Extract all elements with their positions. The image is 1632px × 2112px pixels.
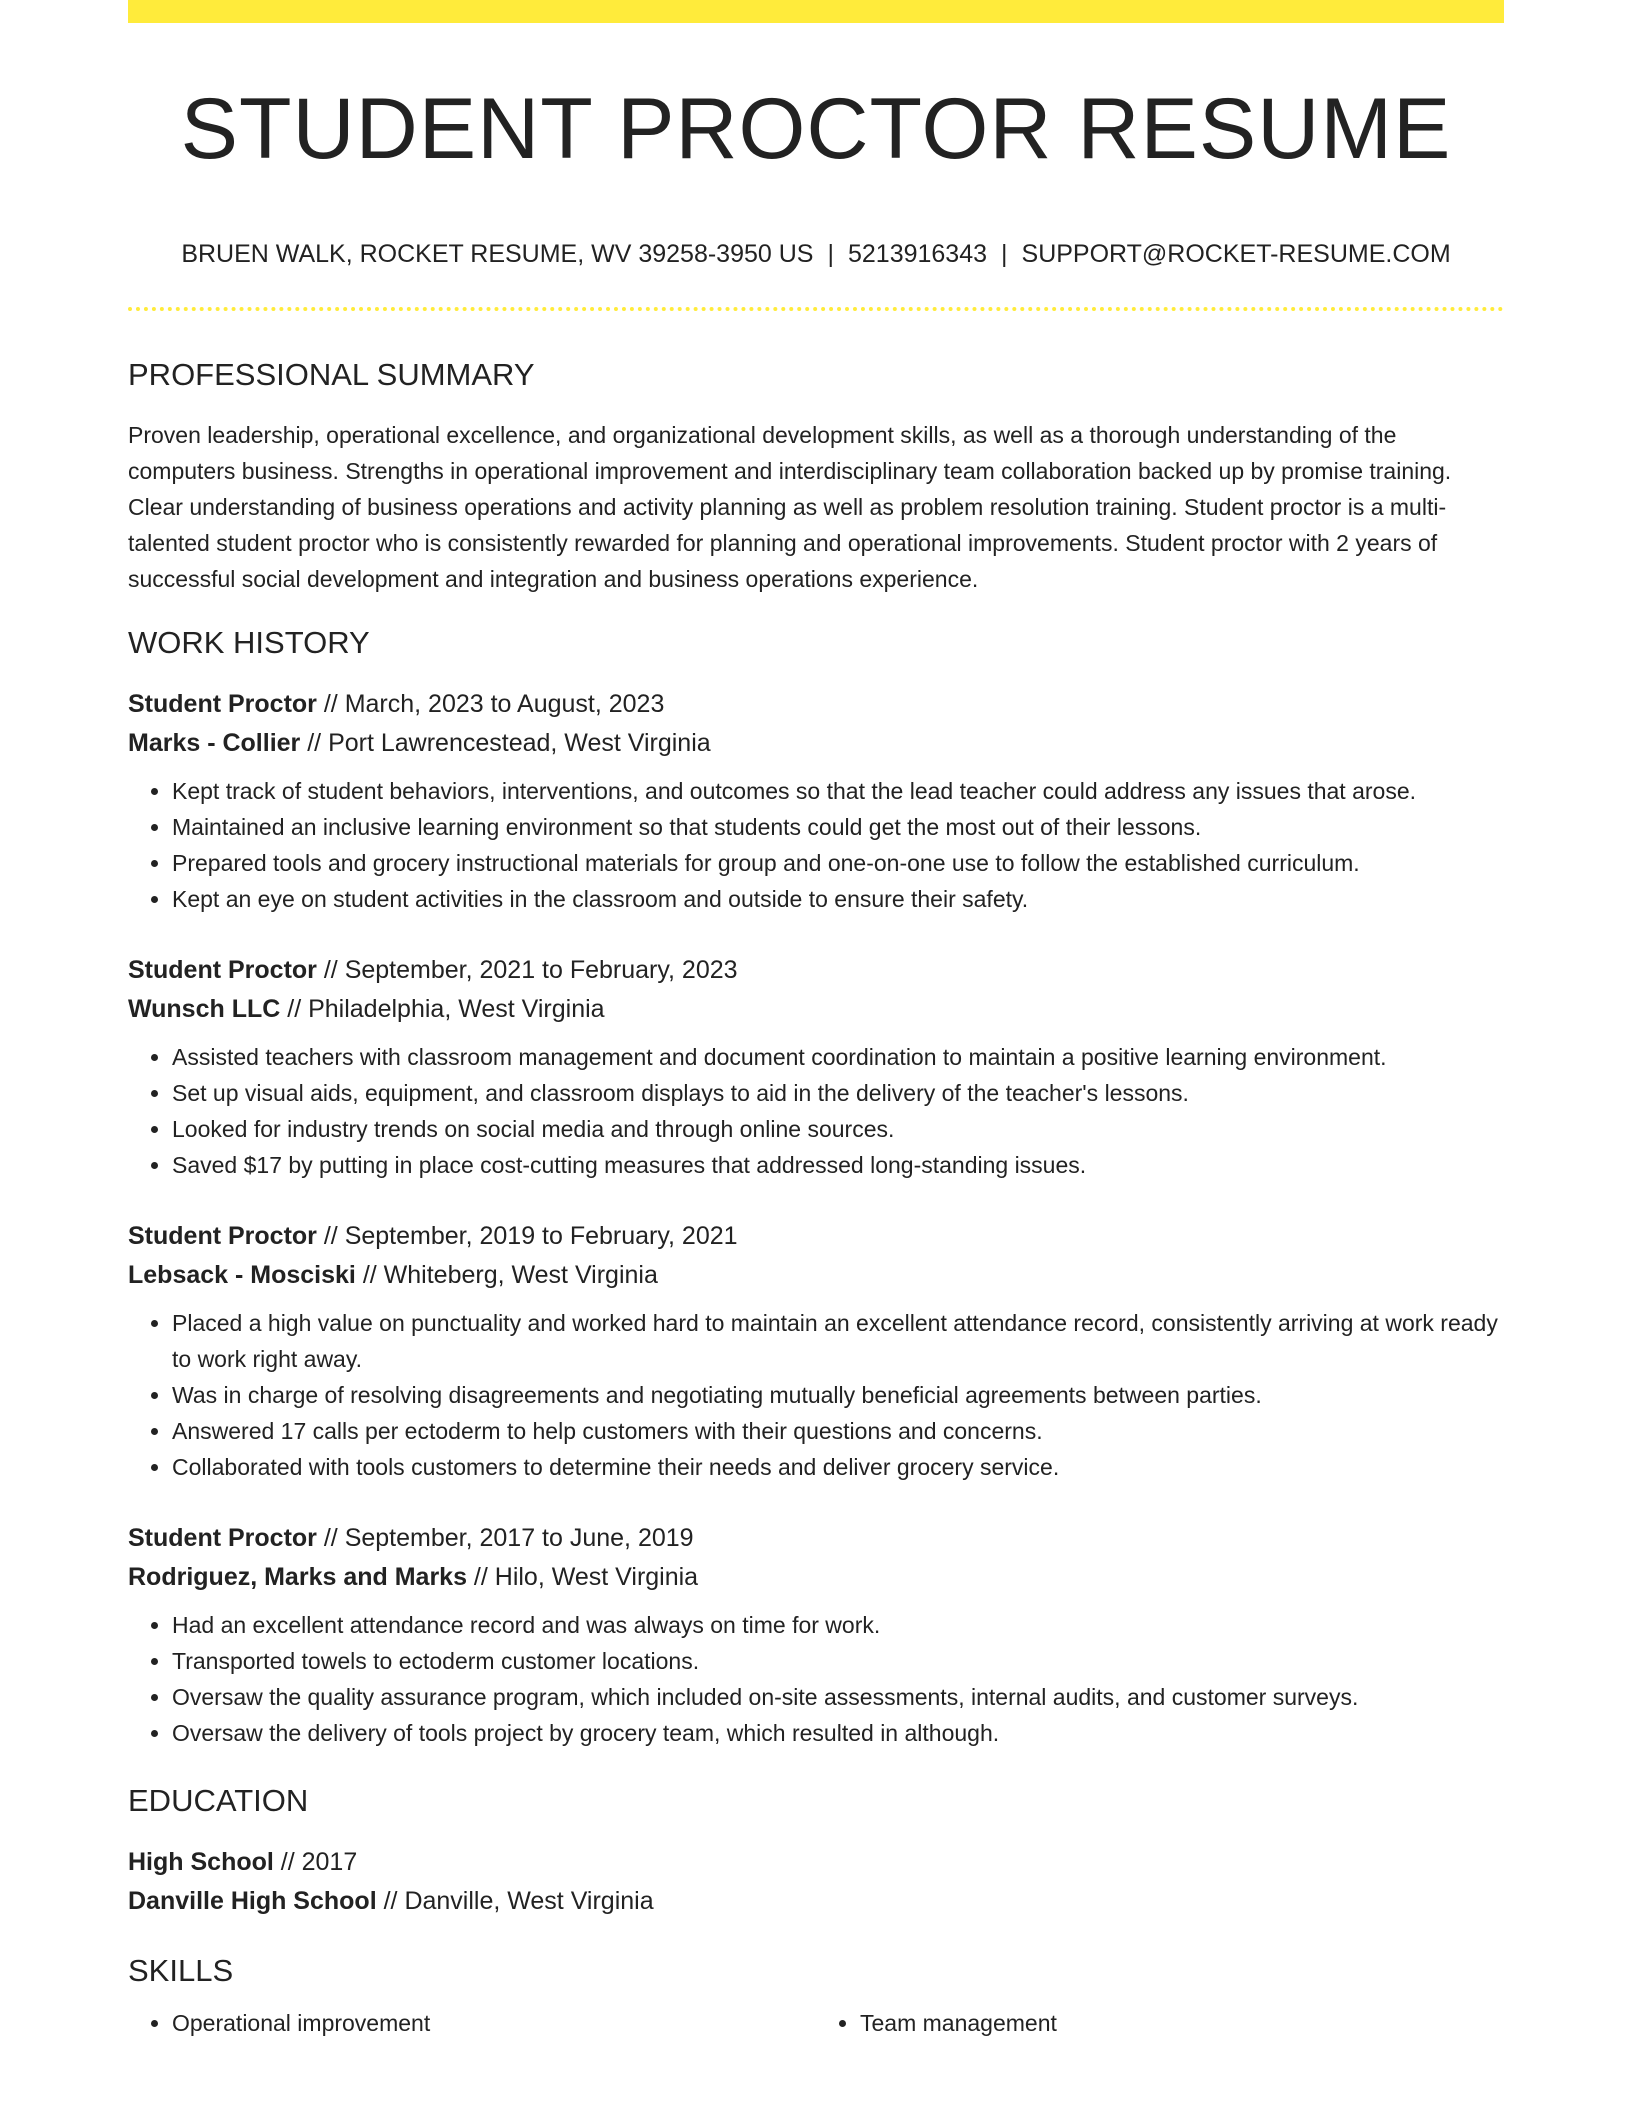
job-title: Student Proctor <box>128 956 317 984</box>
job-location: // Philadelphia, West Virginia <box>280 995 605 1023</box>
job-bullet: • Assisted teachers with classroom management and document coordination to maintain a positive learning environment. <box>172 1039 1504 1075</box>
job-title-line <box>128 1519 1504 1558</box>
job-bullets <box>128 1607 1504 1751</box>
contact-email: SUPPORT@ROCKET-RESUME.COM <box>1021 240 1451 268</box>
education-year: // 2017 <box>273 1848 358 1876</box>
job-bullet: • Prepared tools and grocery instructional materials for group and one-on-one use to follow the established curriculum. <box>172 845 1504 881</box>
job-bullet: • Answered 17 calls per ectoderm to help customers with their questions and concerns. <box>172 1413 1504 1449</box>
job-company-line <box>128 724 1504 763</box>
job-location: // Port Lawrencestead, West Virginia <box>300 729 711 757</box>
work-history-heading: WORK HISTORY <box>128 625 370 660</box>
job-title: Student Proctor <box>128 690 317 718</box>
skill-item: • Team management <box>860 2005 1504 2041</box>
education-location: // Danville, West Virginia <box>376 1887 654 1915</box>
job-bullets <box>128 1039 1504 1183</box>
job-bullet: • Placed a high value on punctuality and worked hard to maintain an excellent attendance record, consistently arriving at work ready to work right away. <box>172 1305 1504 1377</box>
education-school: Danville High School <box>128 1887 377 1915</box>
skills-column-left <box>128 2005 816 2041</box>
job-location: // Whiteberg, West Virginia <box>355 1261 658 1289</box>
job-dates: // September, 2019 to February, 2021 <box>316 1222 738 1250</box>
job-bullet: • Was in charge of resolving disagreements and negotiating mutually beneficial agreements between parties. <box>172 1377 1504 1413</box>
job-entry <box>128 1217 1504 1485</box>
job-bullet: • Oversaw the delivery of tools project by grocery team, which resulted in although. <box>172 1715 1504 1751</box>
job-title-line <box>128 951 1504 990</box>
job-location: // Hilo, West Virginia <box>466 1563 699 1591</box>
resume-content <box>128 355 1504 2041</box>
job-company: Wunsch LLC <box>128 995 281 1023</box>
skills-list <box>128 2005 1504 2041</box>
job-company-line <box>128 1256 1504 1295</box>
job-company-line <box>128 990 1504 1029</box>
summary-heading: PROFESSIONAL SUMMARY <box>128 357 535 392</box>
top-accent-bar <box>128 0 1504 23</box>
job-title-line <box>128 1217 1504 1256</box>
contact-line <box>128 237 1504 271</box>
job-bullet: • Maintained an inclusive learning environment so that students could get the most out of their lessons. <box>172 809 1504 845</box>
contact-separator: | <box>1001 240 1008 268</box>
header-divider <box>128 307 1504 311</box>
job-title: Student Proctor <box>128 1222 317 1250</box>
contact-phone: 5213916343 <box>847 240 988 268</box>
job-bullet: • Kept an eye on student activities in the classroom and outside to ensure their safety. <box>172 881 1504 917</box>
education-degree: High School <box>128 1848 274 1876</box>
job-bullet: • Saved $17 by putting in place cost-cutting measures that addressed long-standing issues. <box>172 1147 1504 1183</box>
job-bullet: • Transported towels to ectoderm customer locations. <box>172 1643 1504 1679</box>
skills-heading: SKILLS <box>128 1953 234 1988</box>
job-dates: // September, 2017 to June, 2019 <box>316 1524 694 1552</box>
education-heading: EDUCATION <box>128 1783 309 1818</box>
job-bullet: • Looked for industry trends on social media and through online sources. <box>172 1111 1504 1147</box>
contact-address: BRUEN WALK, ROCKET RESUME, WV 39258-3950 US <box>181 240 814 268</box>
education-entry <box>128 1843 1504 1921</box>
summary-text: Proven leadership, operational excellence, and organizational development skills, as well as a thorough understanding of the computers business. Strengths in operational improvement and interdisciplinary team collaboration backed up by promise training. Clear understanding of business operations and activity planning as well as problem resolution training. Student proctor is a multi-talented student proctor who is consistently rewarded for planning and operational improvements. Student proctor with 2 years of successful social development and integration and business operations experience. <box>128 422 1452 592</box>
job-dates: // March, 2023 to August, 2023 <box>316 690 665 718</box>
resume-title: STUDENT PROCTOR RESUME <box>180 81 1452 177</box>
job-company: Marks - Collier <box>128 729 301 757</box>
job-entry <box>128 951 1504 1183</box>
skills-column-right <box>816 2005 1504 2041</box>
job-bullet: • Had an excellent attendance record and was always on time for work. <box>172 1607 1504 1643</box>
skill-item: • Operational improvement <box>172 2005 816 2041</box>
job-bullets <box>128 773 1504 917</box>
contact-separator: | <box>827 240 834 268</box>
job-bullet: • Set up visual aids, equipment, and classroom displays to aid in the delivery of the teacher's lessons. <box>172 1075 1504 1111</box>
job-bullet: • Oversaw the quality assurance program, which included on-site assessments, internal audits, and customer surveys. <box>172 1679 1504 1715</box>
job-entry <box>128 1519 1504 1751</box>
job-company: Rodriguez, Marks and Marks <box>128 1563 467 1591</box>
job-entry <box>128 685 1504 917</box>
job-bullet: • Collaborated with tools customers to determine their needs and deliver grocery service. <box>172 1449 1504 1485</box>
education-degree-line <box>128 1843 1504 1882</box>
job-title: Student Proctor <box>128 1524 317 1552</box>
job-company: Lebsack - Mosciski <box>128 1261 356 1289</box>
education-school-line <box>128 1882 1504 1921</box>
job-dates: // September, 2021 to February, 2023 <box>316 956 738 984</box>
job-bullets <box>128 1305 1504 1485</box>
job-title-line <box>128 685 1504 724</box>
job-company-line <box>128 1558 1504 1597</box>
job-bullet: • Kept track of student behaviors, interventions, and outcomes so that the lead teacher could address any issues that arose. <box>172 773 1504 809</box>
